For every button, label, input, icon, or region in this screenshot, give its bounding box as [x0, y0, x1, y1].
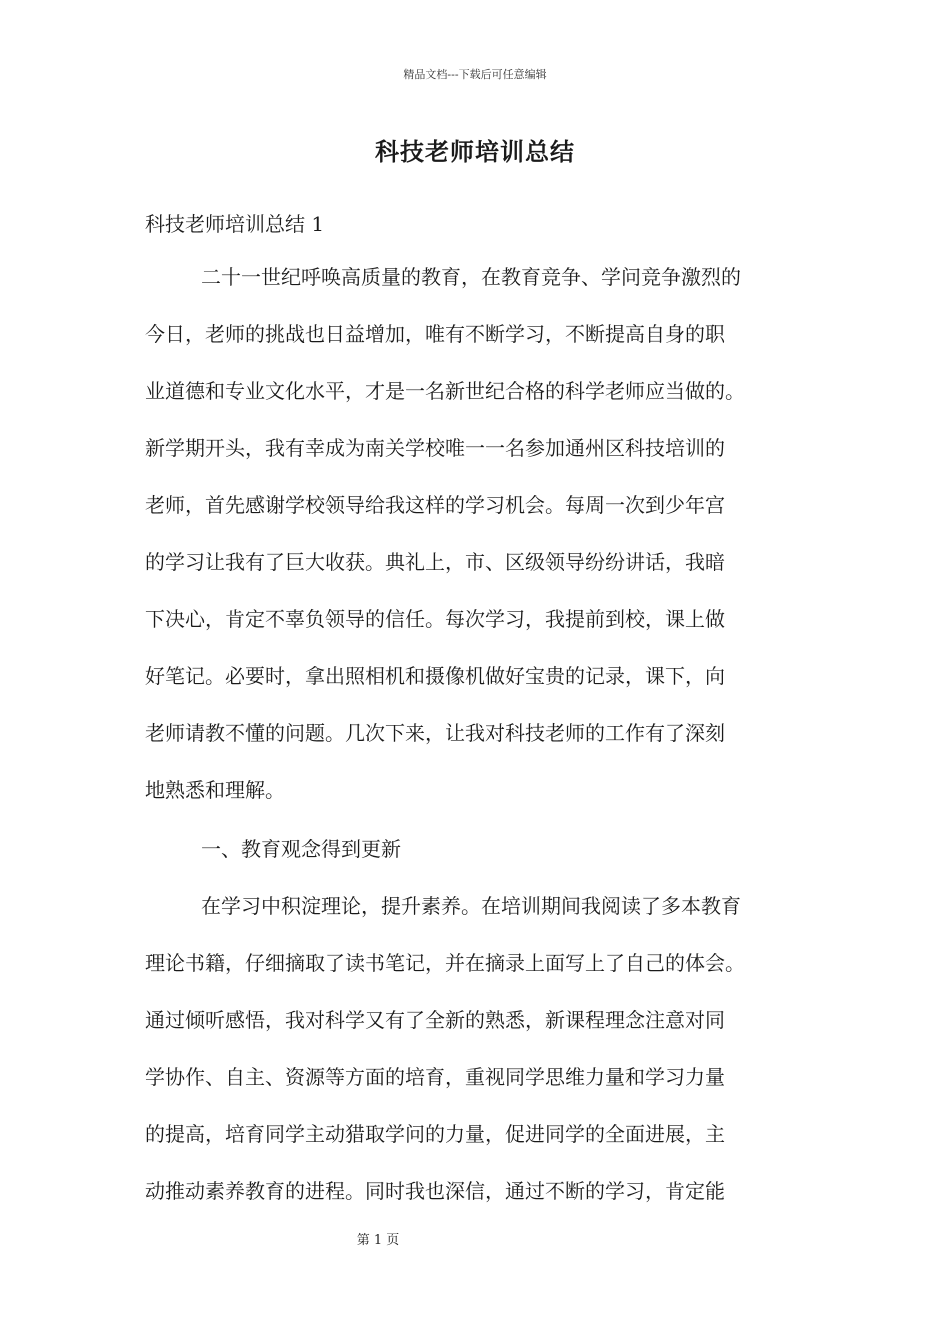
paragraph-line: 老师请教不懂的问题。几次下来，让我对科技老师的工作有了深刻 [145, 721, 725, 745]
paragraph-line: 好笔记。必要时，拿出照相机和摄像机做好宝贵的记录，课下，向 [145, 664, 725, 688]
paragraph-line: 理论书籍，仔细摘取了读书笔记，并在摘录上面写上了自己的体会。 [145, 951, 745, 975]
paragraph-1 [145, 249, 810, 819]
paragraph-line: 下决心，肯定不辜负领导的信任。每次学习，我提前到校，课上做 [145, 607, 725, 631]
paragraph-line: 二十一世纪呼唤高质量的教育，在教育竞争、学问竞争激烈的 [201, 265, 741, 289]
page-number: 第 1 页 [356, 1233, 400, 1248]
paragraph-line: 今日，老师的挑战也日益增加，唯有不断学习，不断提高自身的职 [145, 322, 725, 346]
paragraph-2 [145, 878, 810, 1220]
page-header-note: 精品文档---下载后可任意编辑 [403, 68, 547, 81]
paragraph-line: 的提高，培育同学主动猎取学问的力量，促进同学的全面进展，主 [145, 1122, 725, 1146]
subheading-text: 一、教育观念得到更新 [201, 837, 401, 861]
paragraph-line: 通过倾听感悟，我对科学又有了全新的熟悉，新课程理念注意对同 [145, 1008, 725, 1032]
paragraph-line: 业道德和专业文化水平，才是一名新世纪合格的科学老师应当做的。 [145, 379, 745, 403]
section-heading: 科技老师培训总结 1 [145, 212, 325, 236]
paragraph-line: 在学习中积淀理论，提升素养。在培训期间我阅读了多本教育 [201, 894, 741, 918]
paragraph-line: 的学习让我有了巨大收获。典礼上，市、区级领导纷纷讲话，我暗 [145, 550, 725, 574]
paragraph-line: 动推动素养教育的进程。同时我也深信，通过不断的学习，肯定能 [145, 1179, 725, 1203]
paragraph-line: 新学期开头，我有幸成为南关学校唯一一名参加通州区科技培训的 [145, 436, 725, 460]
paragraph-line: 地熟悉和理解。 [145, 778, 285, 802]
document-title: 科技老师培训总结 [375, 137, 575, 166]
paragraph-line: 老师，首先感谢学校领导给我这样的学习机会。每周一次到少年宫 [145, 493, 725, 517]
paragraph-line: 学协作、自主、资源等方面的培育，重视同学思维力量和学习力量 [145, 1065, 725, 1089]
subheading [145, 821, 810, 878]
